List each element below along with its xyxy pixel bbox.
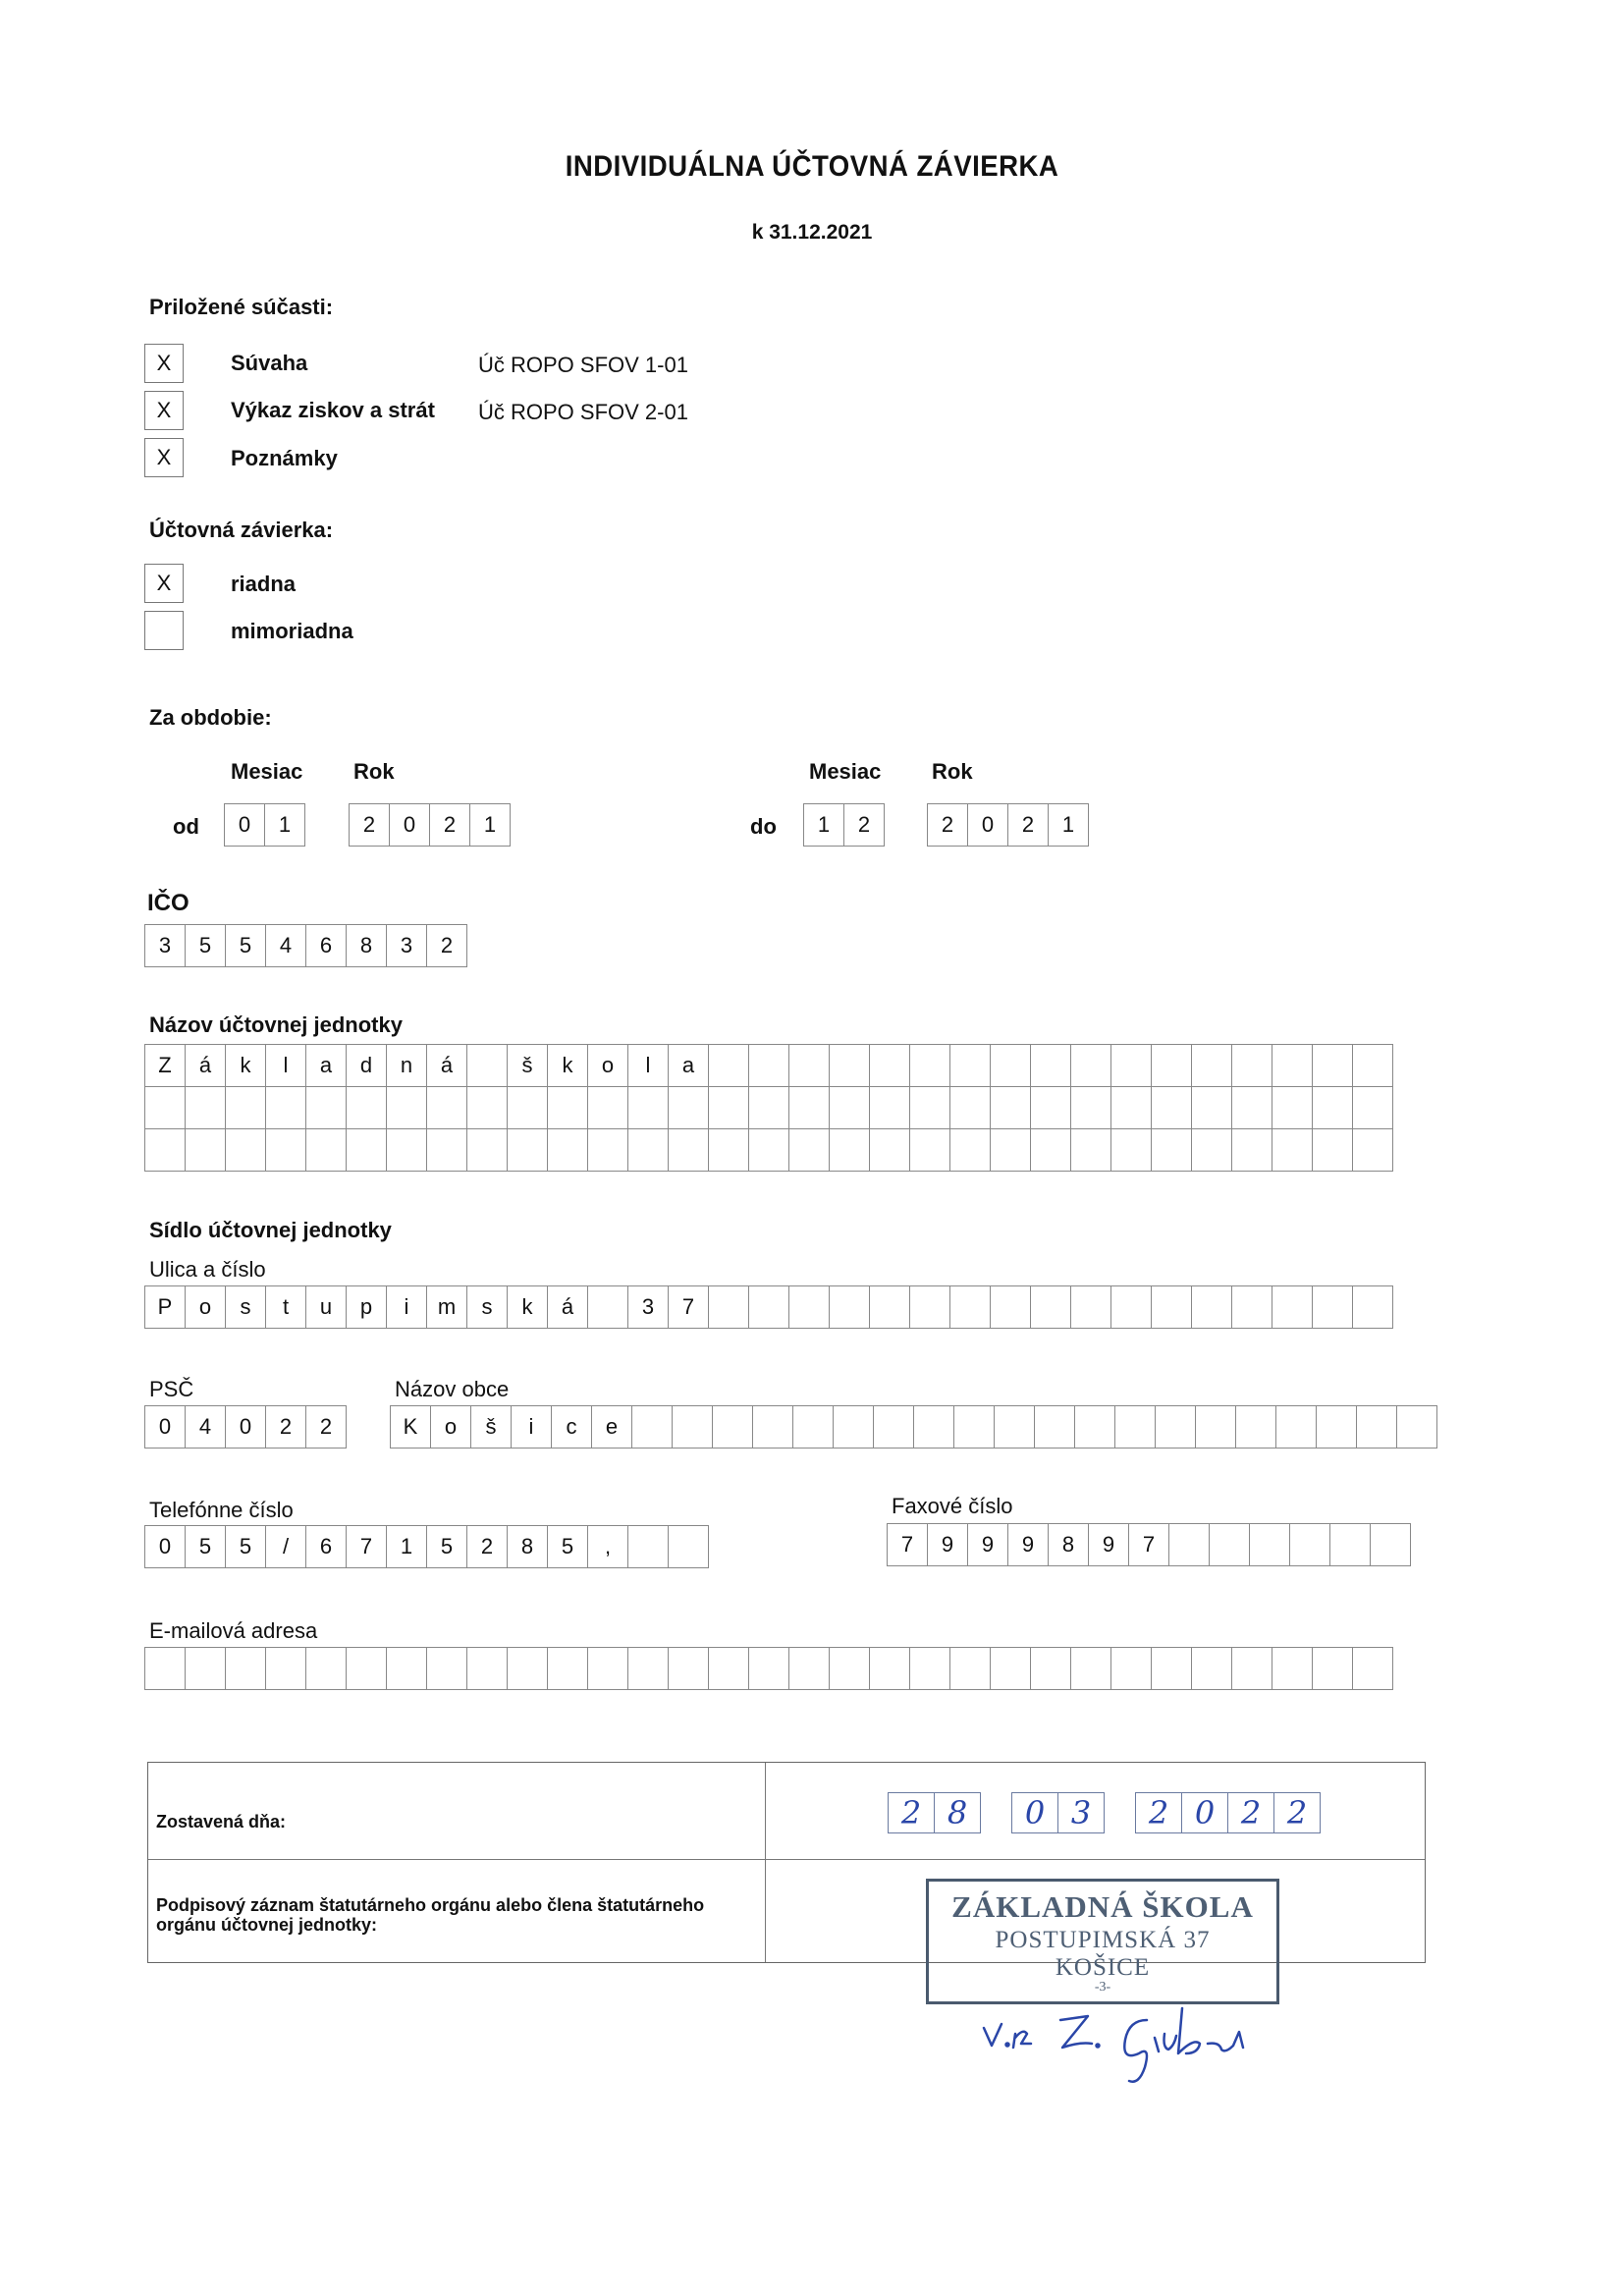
char-cell: [185, 1128, 226, 1172]
char-cell: [788, 1044, 830, 1087]
char-cell: [1352, 1086, 1393, 1129]
from-month-label: Mesiac: [231, 759, 303, 784]
char-cell: [627, 1525, 669, 1568]
char-cell: [1151, 1128, 1192, 1172]
ico-field[interactable]: [144, 924, 467, 967]
entity-name-row: [144, 1044, 1393, 1087]
char-cell: 6: [305, 1525, 347, 1568]
handwritten-digit: 2: [1227, 1792, 1274, 1833]
psc-label: PSČ: [149, 1377, 194, 1401]
char-cell: [748, 1086, 789, 1129]
phone-field[interactable]: [144, 1525, 709, 1568]
char-cell: á: [547, 1285, 588, 1329]
char-cell: ,: [587, 1525, 628, 1568]
char-cell: [426, 1128, 467, 1172]
char-cell: [185, 1086, 226, 1129]
code-vykaz: Úč ROPO SFOV 2-01: [478, 400, 688, 424]
ico-label: IČO: [147, 890, 189, 916]
from-year-label: Rok: [353, 759, 395, 784]
char-cell: 2: [265, 1405, 306, 1449]
char-cell: [547, 1128, 588, 1172]
char-cell: 4: [265, 924, 306, 967]
char-cell: 1: [386, 1525, 427, 1568]
char-cell: [1114, 1405, 1156, 1449]
char-cell: [1030, 1285, 1071, 1329]
char-cell: 2: [305, 1405, 347, 1449]
char-cell: 7: [1128, 1523, 1169, 1566]
char-cell: p: [346, 1285, 387, 1329]
char-cell: [1272, 1647, 1313, 1690]
char-cell: [1074, 1405, 1115, 1449]
checkbox-riadna[interactable]: X: [144, 564, 184, 603]
char-cell: [1352, 1647, 1393, 1690]
char-cell: [185, 1647, 226, 1690]
from-month-field[interactable]: [224, 803, 305, 847]
char-cell: [305, 1128, 347, 1172]
char-cell: K: [390, 1405, 431, 1449]
char-cell: [426, 1647, 467, 1690]
street-label: Ulica a číslo: [149, 1257, 266, 1282]
char-cell: 8: [1048, 1523, 1089, 1566]
char-cell: [1034, 1405, 1075, 1449]
char-cell: [1312, 1128, 1353, 1172]
seat-heading: Sídlo účtovnej jednotky: [149, 1218, 392, 1242]
handwritten-digit: 8: [934, 1792, 981, 1833]
char-cell: [1070, 1044, 1111, 1087]
char-cell: [305, 1086, 347, 1129]
char-cell: 3: [144, 924, 186, 967]
char-cell: s: [466, 1285, 508, 1329]
char-cell: [1329, 1523, 1371, 1566]
digit-cell: 1: [264, 803, 305, 847]
char-cell: [386, 1128, 427, 1172]
char-cell: [1231, 1285, 1272, 1329]
char-cell: 5: [185, 1525, 226, 1568]
char-cell: [144, 1647, 186, 1690]
digit-cell: 2: [429, 803, 470, 847]
char-cell: [1275, 1405, 1317, 1449]
code-suvaha: Úč ROPO SFOV 1-01: [478, 353, 688, 377]
char-cell: [913, 1405, 954, 1449]
char-cell: [1352, 1285, 1393, 1329]
char-cell: [1070, 1128, 1111, 1172]
char-cell: [752, 1405, 793, 1449]
char-cell: l: [265, 1044, 306, 1087]
char-cell: /: [265, 1525, 306, 1568]
char-cell: [1195, 1405, 1236, 1449]
char-cell: 9: [927, 1523, 968, 1566]
char-cell: [1191, 1044, 1232, 1087]
char-cell: i: [511, 1405, 552, 1449]
char-cell: [1231, 1128, 1272, 1172]
digit-cell: 1: [469, 803, 511, 847]
psc-field[interactable]: [144, 1405, 347, 1449]
char-cell: o: [430, 1405, 471, 1449]
char-cell: c: [551, 1405, 592, 1449]
digit-cell: 0: [967, 803, 1008, 847]
char-cell: k: [507, 1285, 548, 1329]
char-cell: k: [547, 1044, 588, 1087]
label-poznamky: Poznámky: [231, 446, 338, 470]
char-cell: 4: [185, 1405, 226, 1449]
char-cell: [587, 1647, 628, 1690]
entity-name-label: Názov účtovnej jednotky: [149, 1012, 403, 1037]
char-cell: [265, 1647, 306, 1690]
char-cell: [708, 1128, 749, 1172]
char-cell: [1231, 1044, 1272, 1087]
char-cell: [1151, 1044, 1192, 1087]
to-year-field[interactable]: [927, 803, 1089, 847]
char-cell: 5: [225, 924, 266, 967]
char-cell: [265, 1086, 306, 1129]
char-cell: [748, 1285, 789, 1329]
period-heading: Za obdobie:: [149, 705, 272, 730]
char-cell: 3: [386, 924, 427, 967]
char-cell: [869, 1044, 910, 1087]
char-cell: [627, 1647, 669, 1690]
char-cell: [144, 1086, 186, 1129]
char-cell: i: [386, 1285, 427, 1329]
char-cell: [225, 1128, 266, 1172]
char-cell: [708, 1044, 749, 1087]
char-cell: a: [668, 1044, 709, 1087]
handwritten-digit: 2: [1135, 1792, 1182, 1833]
char-cell: [1272, 1285, 1313, 1329]
char-cell: 3: [627, 1285, 669, 1329]
char-cell: [949, 1647, 991, 1690]
compiled-month-field[interactable]: [1012, 1792, 1105, 1833]
char-cell: [909, 1128, 950, 1172]
char-cell: [1110, 1086, 1152, 1129]
to-month-field[interactable]: [803, 803, 885, 847]
char-cell: [1352, 1044, 1393, 1087]
char-cell: [949, 1086, 991, 1129]
char-cell: [1030, 1647, 1071, 1690]
char-cell: [1289, 1523, 1330, 1566]
char-cell: [1272, 1128, 1313, 1172]
fax-label: Faxové číslo: [892, 1494, 1013, 1518]
label-suvaha: Súvaha: [231, 351, 308, 375]
digit-cell: 1: [803, 803, 844, 847]
char-cell: [909, 1285, 950, 1329]
char-cell: [1249, 1523, 1290, 1566]
char-cell: [1191, 1647, 1232, 1690]
char-cell: t: [265, 1285, 306, 1329]
char-cell: 8: [346, 924, 387, 967]
checkbox-vykaz[interactable]: X: [144, 391, 184, 430]
char-cell: [466, 1044, 508, 1087]
char-cell: [949, 1044, 991, 1087]
char-cell: [507, 1086, 548, 1129]
compiled-date-label: Zostavená dňa:: [156, 1812, 287, 1831]
char-cell: 9: [1007, 1523, 1049, 1566]
digit-cell: 0: [224, 803, 265, 847]
char-cell: [1110, 1285, 1152, 1329]
char-cell: [386, 1086, 427, 1129]
char-cell: [1151, 1285, 1192, 1329]
compiled-day-field[interactable]: [889, 1792, 981, 1833]
char-cell: [869, 1285, 910, 1329]
entity-name-field[interactable]: [144, 1044, 1393, 1172]
char-cell: [1110, 1044, 1152, 1087]
char-cell: 7: [668, 1285, 709, 1329]
checkbox-mimoriadna[interactable]: [144, 611, 184, 650]
char-cell: [346, 1086, 387, 1129]
char-cell: [547, 1647, 588, 1690]
char-cell: [949, 1128, 991, 1172]
char-cell: [833, 1405, 874, 1449]
char-cell: [668, 1525, 709, 1568]
compiled-year-field[interactable]: [1136, 1792, 1321, 1833]
entity-name-row: [144, 1086, 1393, 1129]
char-cell: s: [225, 1285, 266, 1329]
char-cell: [873, 1405, 914, 1449]
char-cell: 7: [346, 1525, 387, 1568]
handwritten-signature: [972, 1998, 1267, 2087]
char-cell: [1191, 1086, 1232, 1129]
signature-record-label: Podpisový záznam štatutárneho orgánu alebo člena štatutárneho orgánu účtovnej jednotky:: [156, 1895, 705, 1935]
page-subtitle-date: k 31.12.2021: [751, 221, 873, 244]
label-mimoriadna: mimoriadna: [231, 619, 353, 643]
char-cell: [1272, 1086, 1313, 1129]
char-cell: 9: [1088, 1523, 1129, 1566]
digit-cell: 2: [349, 803, 390, 847]
char-cell: [1312, 1285, 1353, 1329]
char-cell: [990, 1128, 1031, 1172]
char-cell: [426, 1086, 467, 1129]
char-cell: [627, 1128, 669, 1172]
char-cell: [587, 1128, 628, 1172]
char-cell: [1110, 1647, 1152, 1690]
char-cell: [1030, 1086, 1071, 1129]
char-cell: [1312, 1044, 1353, 1087]
char-cell: [1030, 1044, 1071, 1087]
city-field[interactable]: [390, 1405, 1437, 1449]
digit-cell: 0: [389, 803, 430, 847]
char-cell: 5: [185, 924, 226, 967]
char-cell: š: [507, 1044, 548, 1087]
char-cell: [1209, 1523, 1250, 1566]
char-cell: 5: [426, 1525, 467, 1568]
char-cell: [1070, 1086, 1111, 1129]
char-cell: l: [627, 1044, 669, 1087]
char-cell: [829, 1647, 870, 1690]
email-field[interactable]: [144, 1647, 1393, 1690]
char-cell: [909, 1647, 950, 1690]
checkbox-suvaha[interactable]: X: [144, 344, 184, 383]
char-cell: [1316, 1405, 1357, 1449]
char-cell: P: [144, 1285, 186, 1329]
checkbox-poznamky[interactable]: X: [144, 438, 184, 477]
char-cell: [708, 1647, 749, 1690]
char-cell: [265, 1128, 306, 1172]
char-cell: [466, 1647, 508, 1690]
char-cell: [788, 1647, 830, 1690]
char-cell: [712, 1405, 753, 1449]
char-cell: [869, 1128, 910, 1172]
char-cell: [1151, 1086, 1192, 1129]
closing-type-heading: Účtovná závierka:: [149, 518, 334, 542]
char-cell: [990, 1086, 1031, 1129]
char-cell: [788, 1128, 830, 1172]
handwritten-digit: 0: [1011, 1792, 1058, 1833]
char-cell: 9: [967, 1523, 1008, 1566]
char-cell: [346, 1128, 387, 1172]
to-year-label: Rok: [932, 759, 973, 784]
char-cell: š: [470, 1405, 512, 1449]
char-cell: á: [426, 1044, 467, 1087]
from-year-field[interactable]: [349, 803, 511, 847]
char-cell: d: [346, 1044, 387, 1087]
char-cell: [1030, 1128, 1071, 1172]
char-cell: a: [305, 1044, 347, 1087]
from-label: od: [173, 814, 199, 839]
char-cell: Z: [144, 1044, 186, 1087]
char-cell: u: [305, 1285, 347, 1329]
char-cell: [1356, 1405, 1397, 1449]
char-cell: [1231, 1086, 1272, 1129]
char-cell: [225, 1647, 266, 1690]
char-cell: [994, 1405, 1035, 1449]
char-cell: [792, 1405, 834, 1449]
char-cell: k: [225, 1044, 266, 1087]
char-cell: o: [587, 1044, 628, 1087]
char-cell: [668, 1128, 709, 1172]
label-vykaz: Výkaz ziskov a strát: [231, 398, 435, 422]
char-cell: [1370, 1523, 1411, 1566]
school-stamp: [926, 1879, 1279, 2004]
handwritten-digit: 2: [1273, 1792, 1321, 1833]
char-cell: [869, 1647, 910, 1690]
char-cell: 6: [305, 924, 347, 967]
digit-cell: 2: [843, 803, 885, 847]
char-cell: [909, 1044, 950, 1087]
char-cell: [990, 1044, 1031, 1087]
char-cell: [305, 1647, 347, 1690]
char-cell: 2: [426, 924, 467, 967]
char-cell: 0: [144, 1525, 186, 1568]
char-cell: [1312, 1647, 1353, 1690]
char-cell: [1235, 1405, 1276, 1449]
digit-cell: 1: [1048, 803, 1089, 847]
char-cell: [788, 1086, 830, 1129]
char-cell: [1168, 1523, 1210, 1566]
city-label: Názov obce: [395, 1377, 510, 1401]
char-cell: [144, 1128, 186, 1172]
char-cell: [507, 1647, 548, 1690]
char-cell: [466, 1086, 508, 1129]
entity-name-row: [144, 1128, 1393, 1172]
char-cell: [507, 1128, 548, 1172]
char-cell: [990, 1285, 1031, 1329]
char-cell: [829, 1128, 870, 1172]
char-cell: [547, 1086, 588, 1129]
char-cell: 0: [144, 1405, 186, 1449]
char-cell: 8: [507, 1525, 548, 1568]
char-cell: [386, 1647, 427, 1690]
stamp-line: POSTUPIMSKÁ 37: [995, 1927, 1211, 1953]
stamp-line: -3-: [1094, 1980, 1111, 1995]
char-cell: [829, 1285, 870, 1329]
char-cell: [869, 1086, 910, 1129]
page-title: INDIVIDUÁLNA ÚČTOVNÁ ZÁVIERKA: [565, 150, 1059, 183]
char-cell: [587, 1285, 628, 1329]
char-cell: [668, 1647, 709, 1690]
email-label: E-mailová adresa: [149, 1618, 318, 1643]
char-cell: [748, 1647, 789, 1690]
char-cell: á: [185, 1044, 226, 1087]
char-cell: m: [426, 1285, 467, 1329]
char-cell: 2: [466, 1525, 508, 1568]
char-cell: [668, 1086, 709, 1129]
char-cell: [1396, 1405, 1437, 1449]
attachments-heading: Priložené súčasti:: [149, 295, 334, 319]
char-cell: e: [591, 1405, 632, 1449]
street-field[interactable]: [144, 1285, 1393, 1329]
char-cell: [748, 1044, 789, 1087]
to-label: do: [750, 814, 777, 839]
char-cell: [466, 1128, 508, 1172]
char-cell: 5: [225, 1525, 266, 1568]
char-cell: [748, 1128, 789, 1172]
char-cell: [631, 1405, 673, 1449]
char-cell: [1352, 1128, 1393, 1172]
char-cell: [672, 1405, 713, 1449]
char-cell: [708, 1086, 749, 1129]
fax-field[interactable]: [887, 1523, 1411, 1566]
handwritten-digit: 0: [1181, 1792, 1228, 1833]
label-riadna: riadna: [231, 572, 297, 596]
char-cell: [829, 1086, 870, 1129]
char-cell: [346, 1647, 387, 1690]
char-cell: [627, 1086, 669, 1129]
char-cell: [1272, 1044, 1313, 1087]
char-cell: [1070, 1647, 1111, 1690]
char-cell: n: [386, 1044, 427, 1087]
to-month-label: Mesiac: [809, 759, 882, 784]
digit-cell: 2: [927, 803, 968, 847]
char-cell: 7: [887, 1523, 928, 1566]
char-cell: [953, 1405, 995, 1449]
digit-cell: 2: [1007, 803, 1049, 847]
char-cell: [1110, 1128, 1152, 1172]
handwritten-digit: 2: [888, 1792, 935, 1833]
char-cell: [829, 1044, 870, 1087]
char-cell: [708, 1285, 749, 1329]
char-cell: [788, 1285, 830, 1329]
stamp-line: ZÁKLADNÁ ŠKOLA: [951, 1889, 1254, 1924]
handwritten-digit: 3: [1057, 1792, 1105, 1833]
char-cell: o: [185, 1285, 226, 1329]
char-cell: [1312, 1086, 1353, 1129]
char-cell: 0: [225, 1405, 266, 1449]
char-cell: [1070, 1285, 1111, 1329]
char-cell: [909, 1086, 950, 1129]
char-cell: [949, 1285, 991, 1329]
char-cell: [1191, 1285, 1232, 1329]
stamp-line: KOŠICE: [1055, 1954, 1151, 1981]
char-cell: [1151, 1647, 1192, 1690]
phone-label: Telefónne číslo: [149, 1498, 294, 1522]
char-cell: [990, 1647, 1031, 1690]
char-cell: [1191, 1128, 1232, 1172]
char-cell: [587, 1086, 628, 1129]
char-cell: 5: [547, 1525, 588, 1568]
char-cell: [225, 1086, 266, 1129]
char-cell: [1155, 1405, 1196, 1449]
char-cell: [1231, 1647, 1272, 1690]
